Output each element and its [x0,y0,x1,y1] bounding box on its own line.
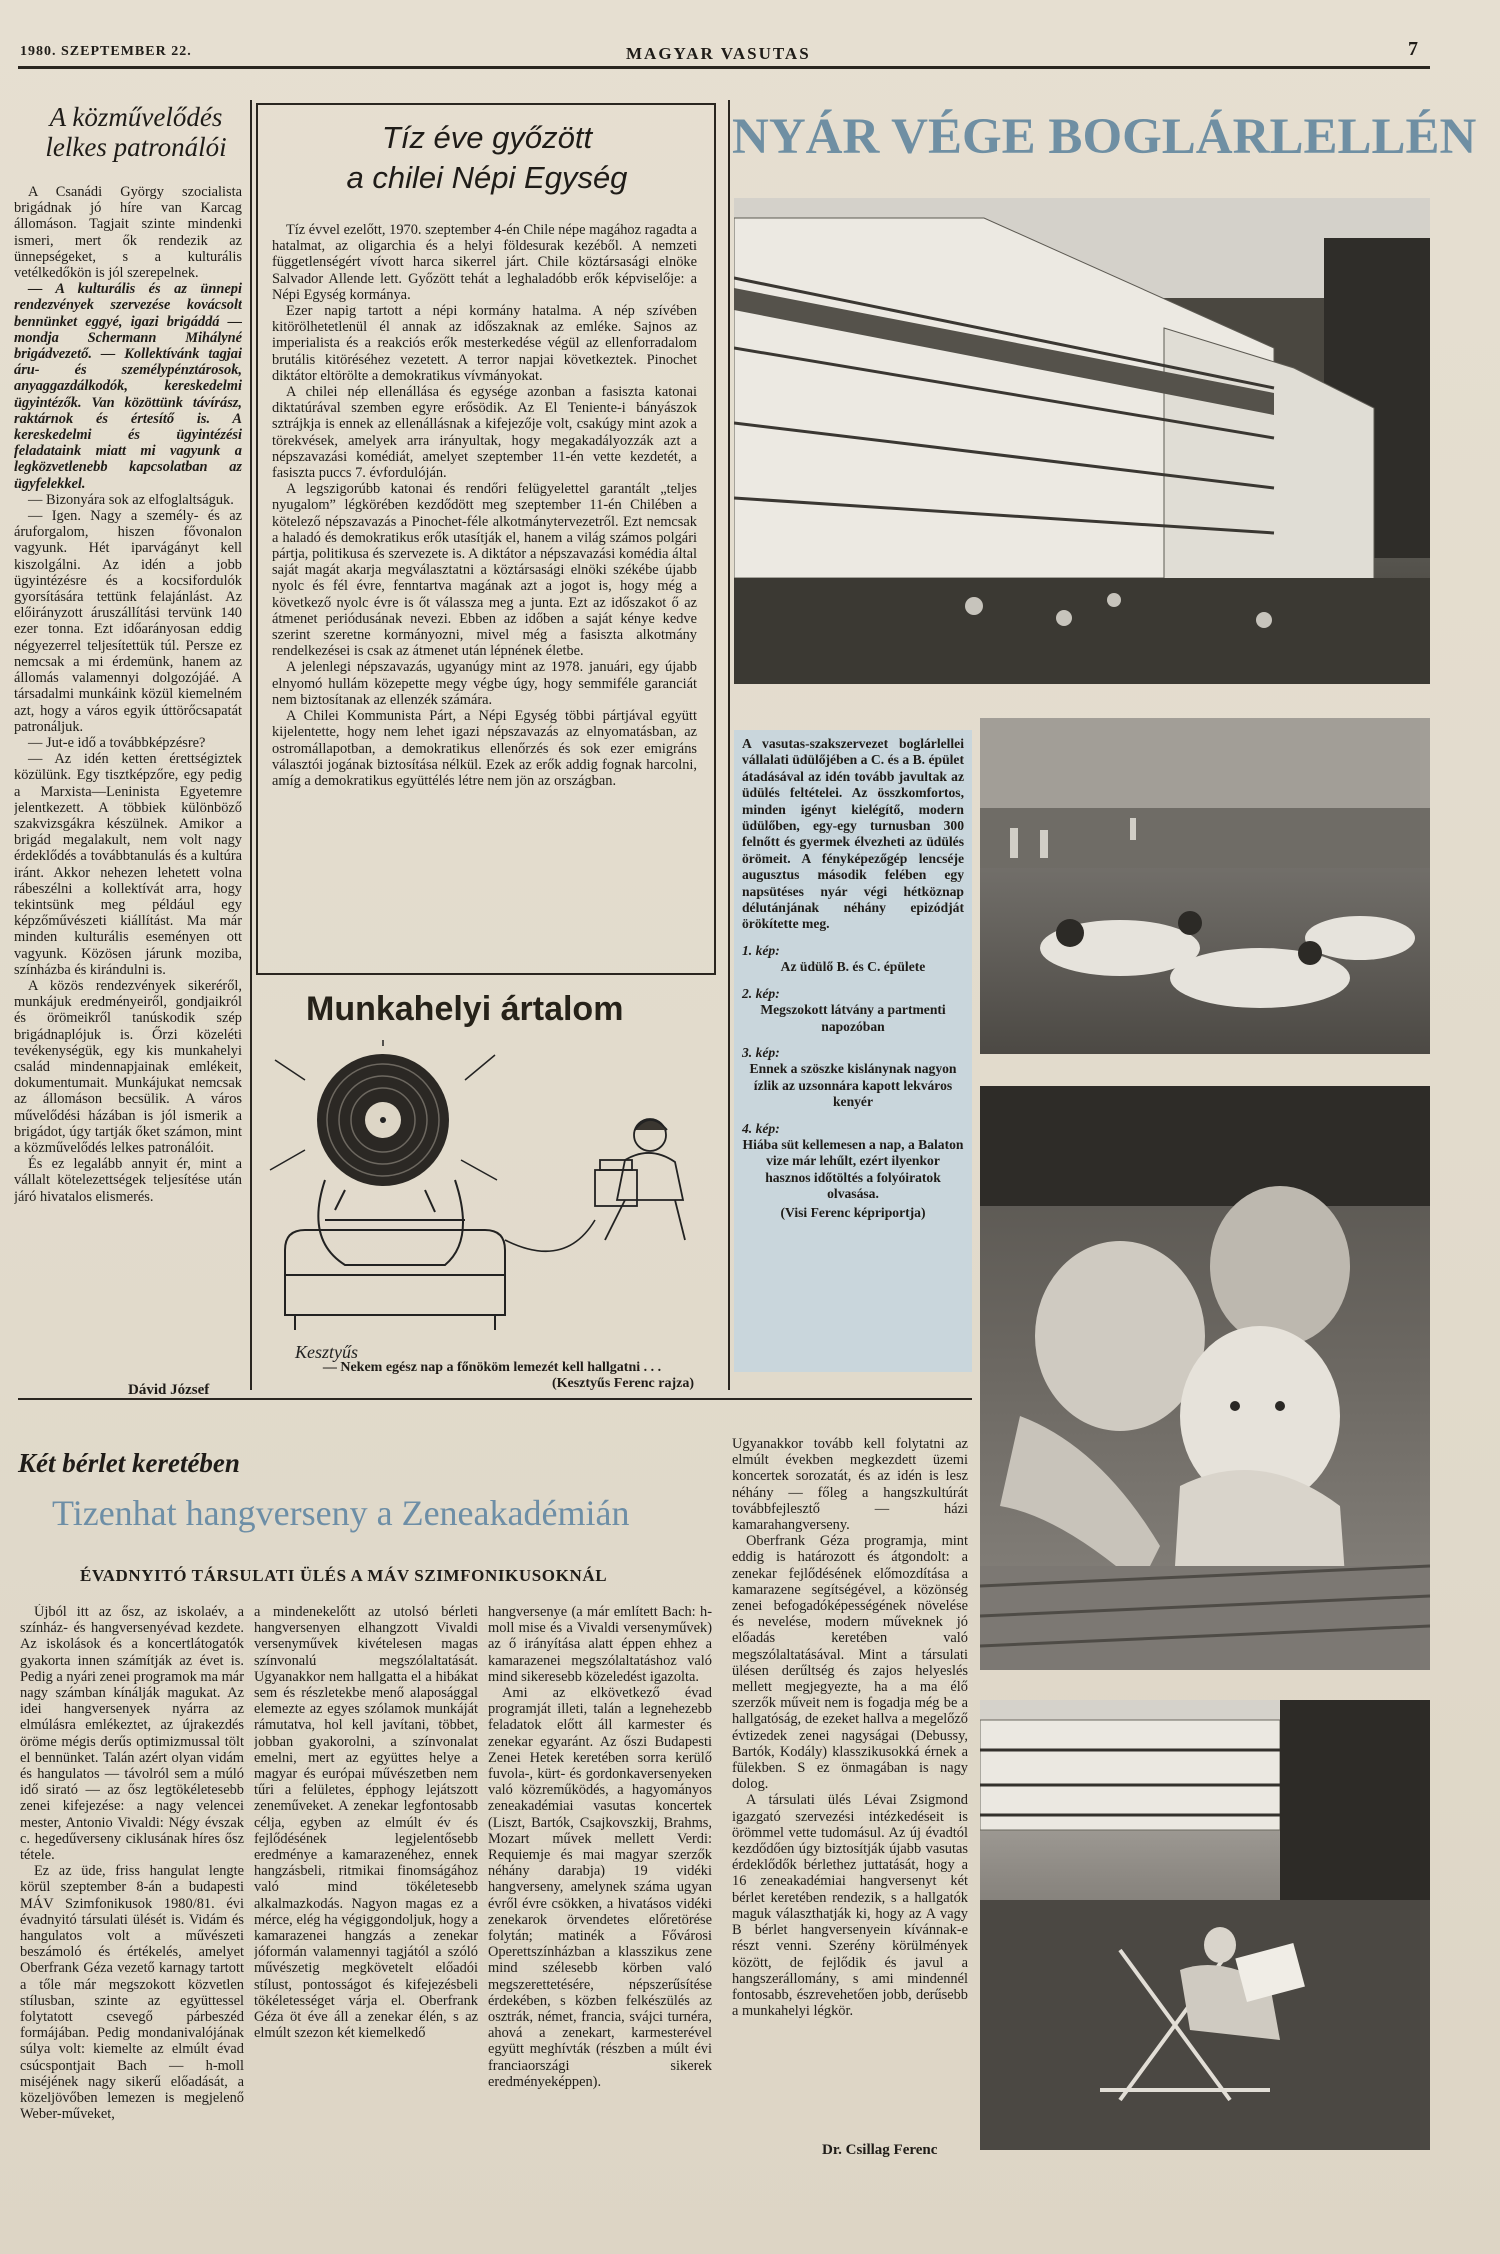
concert-column-3 [488,1604,712,2182]
concert-column-1 [20,1604,244,2182]
photo-caption-label: 3. kép: [742,1044,780,1060]
photo-caption-label: 1. kép: [742,942,780,958]
chile-article-body [272,222,697,960]
left-column-rule [250,100,252,1390]
concert-paragraph: Ugyanakkor tovább kell folytatni az elmúlt években megkezdett üzemi koncertek sorozatát, és az idén is lesz néhány — főleg a hangszkultúrát továbbfejlesztő — házi kamarahangverseny. [732,1436,968,1534]
concert-paragraph: hangversenye (a már említett Bach: h-moll mise és a Vivaldi versenyművek) az ő irányítása alatt éppen ehhez a kamarazenei megszólaltatáshoz való mind sikeresebb közeledést igazolta. [488,1604,712,1685]
chile-article-paragraph: A Chilei Kommunista Párt, a Népi Egység többi pártjával együtt kijelentette, hogy nem lehet igazi népszavazás az elnyomatásban, az ostromállapotban, a demokratikus ellenőrzés és sok ezer emigráns választói jogának biztosítása nélkül. Ezek az erők addig fognak harcolni, amíg a demokratikus együttélés létre nem jön az országban. [272,708,697,789]
cable-drawing [505,1220,595,1251]
concert-kicker: Két bérlet keretében [18,1448,240,1478]
feature-caption-list [742,943,964,1203]
concert-paragraph: a mindenekelőtt az utolsó bérleti hangversenyen elhangzott Vivaldi versenyművek kivételesen magas színvonalú megszólaltatását. Ugyanakkor nem hallgatta el a hibákat sem és részletekbe menő alaposággal elemezte az egyes szólamok munkáját rámutatva, hol kell javítani, többet, jobban gyakorolni, a színvonalat emelni, mert az együttes helye a magyar és európai művészetben nem tűri a felületes, épphogy lejátszott zeneműveket. A zenekar legfontosabb célja, egyben az elmúlt év és fejlődésének legjelentősebb eredménye a kamarazenéhez, ennek hangzásbeli, ritmikai finomságához való mind tökéletesebb alkalmazkodás. Nagyon magas ez a mérce, elég ha végiggondoljuk, hogy a kamarazenei hangzás a zenekar jóformán valamennyi tagjától a szóló művészetig megkövetelt előadói stílust, pontosságot és kifejezésbeli tökéletességet várja el. Oberfrank Géza öt éve áll a zenekar élén, s az elmúlt szezon két kiemelkedő [254,1604,478,2042]
photo-4-reading [980,1700,1430,2150]
cartoon-drawing [265,1040,705,1370]
left-article-paragraph: A közös rendezvények sikeréről, munkájuk eredményeiről, gondjaikról és örömeikről tanúskodik szép brigádnaplójuk is. Őrzi közeléti tevékenységük, egy kis munkahelyi család mindennapjainak emlékeit, dokumentumait. Munkájukat nemcsak az állomáson becsülik. A város művelődési házában is jól ismerik a brigádot, úgy tartják őket számon, mint a közművelődés lelkes patronálóit. [14,977,242,1156]
left-article-paragraph: — Az idén ketten érettségiztek közülünk. Egy tisztképzőre, egy pedig a Marxista—Leninista Egyetemre jelentkezett. A többiek különböző szakvizsgákra készülnek. Amikor a brigád megalakult, nem volt nagy érdeklődés a továbbtanulás és a kultúra iránt. Akkor nehezen lehetett volna rábeszélni a kollektívát arra, hogy tekintsünk meg például egy képzőművészeti kiállítást. Ma már minden kulturális eseményen ott vagyunk. Közösen járunk moziba, színházba és kirándulni is. [14,751,242,978]
concert-column-2 [254,1604,478,2182]
cartoon-title: Munkahelyi ártalom [306,990,624,1028]
photo-caption-label: 2. kép: [742,985,780,1001]
chile-article-paragraph: Tíz évvel ezelőtt, 1970. szeptember 4-én Chile népe magához ragadta a hatalmat, az oligarchia és a helyi földesurak kezéből. A nemzeti függetlenségért vívott harca sikerrel járt. Chile köztársasági elnöke Salvador Allende lett. Győzött tehát a leghaladóbb erők képviselője: a Népi Egység kormánya. [272,222,697,303]
left-article-title [36,102,236,162]
chile-article-paragraph: Ezer napig tartott a népi kormány hatalma. A nép szívében kitörölhetetlenül él annak az időszaknak az emléke. Sajnos az imperialista és a reakciós erők mesterkedése végül az ellenforradalom brutális kitöréséhez vezetett. A terror napjai következtek. Pinochet diktátor eltörölte a demokratikus vívmányokat. [272,303,697,384]
photo-caption-label: 4. kép: [742,1120,780,1136]
left-title-line1: A közművelődés [49,102,223,132]
chile-article-paragraph: A chilei nép ellenállása és egysége azonban a fasiszta katonai diktatúrával szemben egyre erősödik. Az El Teniente-i bányászok sztrájkja is ennek az ellenállásnak a kifejezője volt, csakúgy mint azok a törekvések, amelyek arra irányultak, hogy megakadályozzák azt a népszavazási komédiát, amelyet szeptember 11-én vette kezdetét, a fasiszta puccs 7. évfordulóján. [272,384,697,482]
record-head-drawing [270,1040,497,1220]
feature-title: NYÁR VÉGE BOGLÁRLELLÉN [732,109,1477,165]
paper-name: MAGYAR VASUTAS [626,44,811,63]
photo-caption-text: Megszokott látvány a partmenti napozóban [760,1002,946,1034]
left-title-line2: lelkes patronálói [45,132,227,162]
chile-title-line2: a chilei Népi Egység [346,160,628,195]
left-article-paragraph: — Igen. Nagy a személy- és az áruforgalom, hiszen fővonalon vagyunk. Hét iparvágányt kell kiszolgálni. Az idén a jobb ügyintézésre és a kocsifordulók gyorsítására tettünk felajánlást. Az előirányzott áruszállítási tervünk 140 ezer tonna. Ezt időarányosan eddig négyezerrel teljesítettük túl. Persze ez nemcsak a mi érdemünk, hanem az állomás valamennyi dolgozójáé. A társadalmi munkáink közül kiemelném azt, hogy a város egyik úttörőcsapatát patronáljuk. [14,508,242,735]
left-article-paragraph: — Bizonyára sok az elfoglaltságuk. [28,491,234,508]
concert-top-rule [18,1398,972,1400]
header-rule [18,66,1430,69]
chile-article-paragraph: A legszigorúbb katonai és rendőri felügyelettel garantált „teljes nyugalom” légkörében kezdődött meg szeptember 11-én Chilében a kötelező népszavazás a Pinochet-féle alkotmánytervezetről. Ezt nemcsak a haladó és demokratikus erők utasítják el, hanem a világ számos polgári pártja, politikusa és szervezete is. A diktátor a népszavazási komédia által saját magát akarja megválasztatni a köztársasági elnöki székébe újabb nyolc és fél évre, fenntartva magának azt a jogot is, hogy még a következő nyolc évre is őt válassza meg a junta. Ezt az időszakot ő az átmenet periódusának nevezi. Ebben az időben a saját kénye kedve szerint szeretne kormányozni, mivel még a fasiszta alkotmány rendelkezései is csak az átmenet után lépnének életbe. [272,481,697,660]
feature-credit: (Visi Ferenc képriportja) [780,1204,926,1220]
chile-title [262,118,712,198]
feature-column-rule [728,100,730,1390]
concert-column-4 [732,1436,968,2144]
chile-title-line1: Tíz éve győzött [381,120,593,155]
gramophone-woman-drawing [595,1119,685,1240]
left-article-author: Dávid József [128,1382,210,1398]
issue-date: 1980. SZEPTEMBER 22. [20,44,192,59]
left-article-paragraph: — A kulturális és az ünnepi rendezvények szervezése kovácsolt bennünket eggyé, igazi brigáddá — mondja Schermann Mihályné brigádvezető. — Kollektívánk tagjai áru- és személypénztárosok, anyaggazdálkodók, kereskedelmi ügyintézők. Van közöttünk távírász, raktárnok és értesítő is. A kereskedelmi és ügyintézési feladataink miatt mi vagyunk a legközvetlenebb kapcsolatban az ügyfelekkel. [14,281,242,492]
concert-paragraph: Oberfrank Géza programja, mint eddig is határozott és átgondolt: a zenekar fejlődésének előmozdítása a kamarazene segítségével, a közönség zenei befogadóképességének növelése és nevelése, modern műveknek jó előadás keretében való megszólaltatásával. Mint a társulati ülésen derűltség és zajos helyeslés mellett megjegyezte, ha a ma élő szerzők műveit nem is fogadja még be a hallgatóság, de ezeket hallva a megelőző évtizedek zenei nagyságai (Debussy, Bartók, Kodály) klasszikusokká érnek a fülekben. S ez önmagában is nagy dolog. [732,1533,968,1793]
page-number: 7 [1408,38,1419,60]
concert-paragraph: A társulati ülés Lévai Zsigmond igazgató szervezési intézkedéseit is örömmel vette tudomásul. Az új évadtól kezdődően úgy biztosítják újabb vasutas érdeklődők bérlethez juttatását, hogy a 16 zeneakadémiai hangversenyt két bérlet keretében rendezik, s a hallgatók maguk választhatják ki, hogy az A vagy B bérlet hangversenyein kívánnak-e részt venni. Szerény körülmények között, de fejlődik és javul a hangszerállomány, s ami mindennél fontosabb, észrevehetően jobb, derűsebb a munkahelyi légkör. [732,1792,968,2020]
concert-paragraph: Ami az elkövetkező évad programját illeti, talán a legnehezebb feladatok előtt áll karmester és zenekar egyaránt. Az őszi Budapesti Zenei Hetek keretében sorra kerülő fuvola-, kürt- és gordonkaversenyeken való közreműködés, a hagyományos zeneakadémiai vasutas koncertek (Liszt, Bartók, Csajkovszkij, Brahms, Mozart művek mellett Verdi: Requiemje és mai magyar szerzők néhány darabja) 19 vidéki hangverseny, amelynek száma ugyan évről évre csökken, a hivatásos vidéki zenekarok örvendetes előretörése folytán; matinék a Fővárosi Operettszínházban a klasszikus zene mind szélesebb körben való megszerettetésére, népszerűsítése érdekében, s közben felkészülés az osztrák, német, francia, svájci turnéra, ahová a zenekart, karmesterével együtt meghívták (részben a múlt évi franciaországi sikerek eredményeképpen). [488,1685,712,2090]
sofa-drawing [285,1180,505,1330]
photo-3-girl [980,1086,1430,1670]
left-article-paragraph: A Csanádi György szocialista brigádnak jó híre van Karcag állomáson. Tagjait szinte mindenki ismeri, mert ők rendezik az ünnepségeket, s a kulturális vetélkedőkön is jól szerepelnek. [14,184,242,282]
photo-caption-text: Ennek a szöszke kislánynak nagyon ízlik az uzsonnára kapott lekváros kenyér [749,1061,957,1110]
feature-intro: A vasutas-szakszervezet boglárlellei vállalati üdülőjében a C. és a B. épület átadásával az idén tovább javultak az üdülés feltételei. Az összkomfortos, minden igényt kielégítő, modern üdülőben, egy-egy turnusban 300 felnőtt és gyermek élvezheti az üdülés örömeit. A fényképezőgép lencséje augusztus második felében egy napsütéses nyár végi hétköznap délutánjának néhány epizódját örökítette meg. [742,736,964,932]
concert-title: Tizenhat hangverseny a Zeneakadémián [52,1493,630,1533]
concert-paragraph: Ez az üde, friss hangulat lengte körül szeptember 8-án a budapesti MÁV Szimfonikusok 1980/81. évi évadnyitó társulati ülését is. Vidám és hangulatos volt a művészeti beszámoló és értékelés, amelyet Oberfrank Géza vezető karnagy tartott a tőle már megszokott közvetlen stílusban, szinte az együttessel folytatott csevegő párbeszéd formájában. Pedig mondanivalójának súlya volt: kiemelte az elmúlt évad csúcspontjait Bach — h-moll miséjének nagy sikerű előadását, a közeljövőben lemezen is megjelenő Weber-műveket, [20,1863,244,2123]
cartoon-caption-block [272,1360,712,1392]
cartoon-caption: — Nekem egész nap a főnököm lemezét kell hallgatni . . . [322,1360,662,1375]
photo-caption-text: Az üdülő B. és C. épülete [780,959,926,975]
photo-1-buildings [734,198,1430,684]
chile-article-paragraph: A jelenlegi népszavazás, ugyanúgy mint az 1978. januári, egy újabb elnyomó hullám közepette megy végbe úgy, hogy semmiféle garanciát nem biztosítanak az ellenzék számára. [272,659,697,708]
left-article-paragraph: És ez legalább annyit ér, mint a vállalt kötelezettségek teljesítése után járó hivatalos elismerés. [14,1156,242,1205]
cartoon-signature: Kesztyűs [295,1342,358,1362]
cartoon-credit: (Kesztyűs Ferenc rajza) [551,1376,694,1391]
feature-caption-box [734,730,972,1372]
left-article-body [14,184,242,1370]
left-article-paragraph: — Jut-e idő a továbbképzésre? [28,734,206,751]
concert-author: Dr. Csillag Ferenc [822,2142,938,2158]
concert-subtitle: ÉVADNYITÓ TÁRSULATI ÜLÉS A MÁV SZIMFONIKUSOKNÁL [80,1566,608,1585]
photo-2-beach [980,718,1430,1054]
photo-caption-text: Hiába süt kellemesen a nap, a Balaton vize már lehűlt, ezért ilyenkor hasznos időtöltés a folyóiratok olvasása. [742,1136,964,1202]
concert-paragraph: Újból itt az ősz, az iskolaév, a színház- és hangversenyévad kezdete. Az iskolások és a koncertlátogatók gyakorta innen számítják az évet is. Pedig a nyári zenei programok ma már nagy számban kínálják magukat. Az idei hangversenyek nyárra az elmúlásra emlékeztet, az újrakezdés öröme mégis derűs optimizmussal tölt el bennünket. Talán azért olyan vidám és hangulatos — távolról sem a múló idő sirató — az ősz legtökéletesebb zenei kifejezése: a nagy velencei mester, Antonio Vivaldi: Négy évszak c. hegedűverseny ciklusának híres ősz tétele. [20,1604,244,1864]
